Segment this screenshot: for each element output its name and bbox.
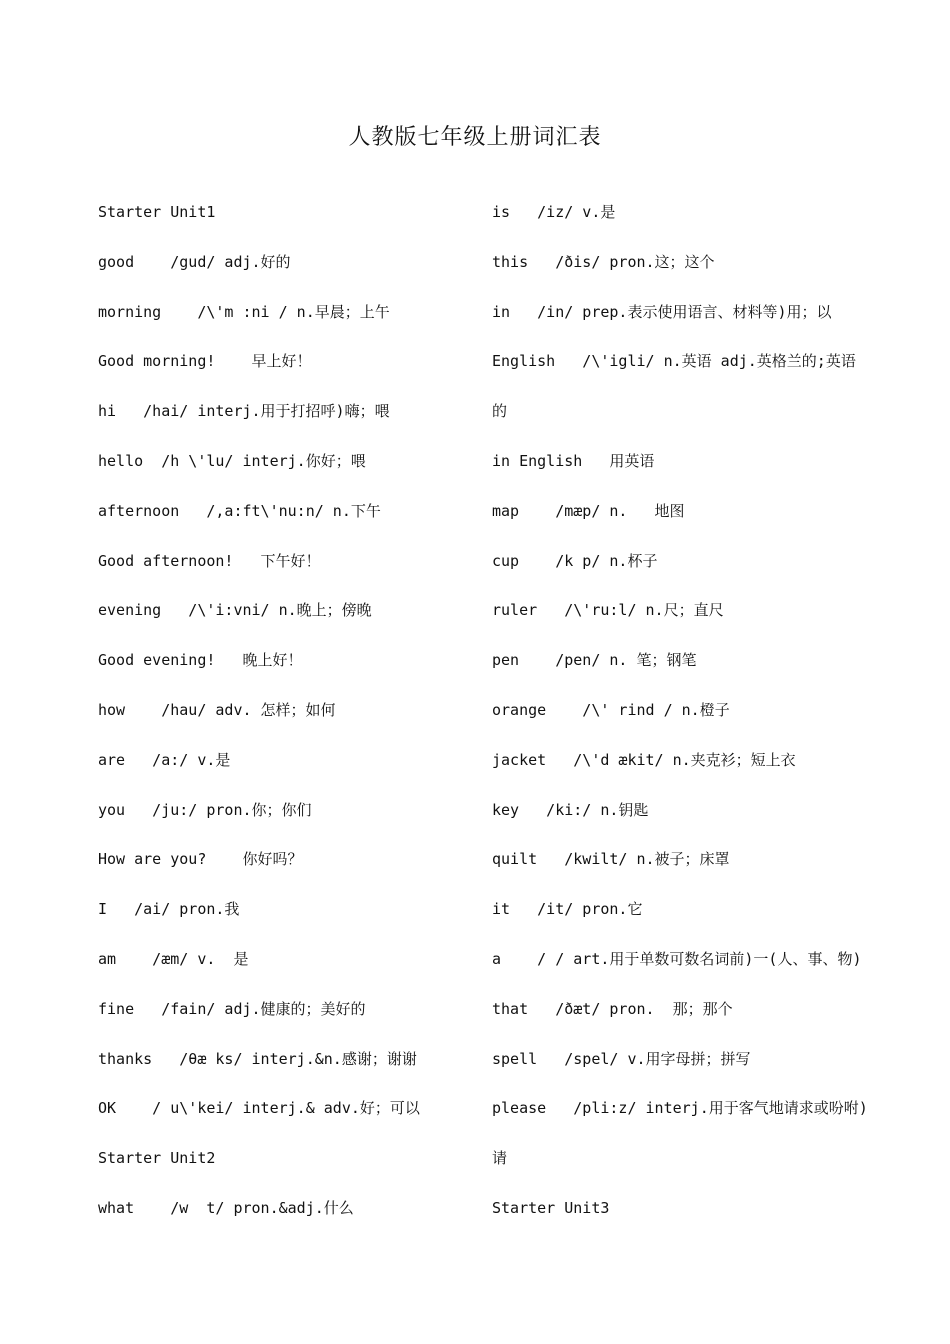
vocab-line: key /ki:/ n.钥匙 [492,800,649,819]
vocab-line: Starter Unit3 [492,1198,610,1217]
vocab-line: please /pli:z/ interj.用于客气地请求或吩咐) [492,1099,868,1118]
vocab-line: hi /hai/ interj.用于打招呼)嗨；喂 [98,402,390,421]
vocab-line: how /hau/ adv. 怎样；如何 [98,700,336,719]
vocab-line: quilt /kwilt/ n.被子；床罩 [492,850,730,869]
vocab-line: in English 用英语 [492,451,655,470]
vocab-line: it /it/ pron.它 [492,900,643,919]
vocab-line: good /gud/ adj.好的 [98,252,291,271]
vocab-line: this /ðis/ pron.这；这个 [492,252,715,271]
vocab-line: Good afternoon! 下午好！ [98,551,321,570]
vocab-line: pen /pen/ n. 笔；钢笔 [492,651,697,670]
vocab-line: 请 [492,1149,508,1168]
vocab-line: you /ju:/ pron.你；你们 [98,800,312,819]
vocab-line: English /\'igli/ n.英语 adj.英格兰的;英语 [492,352,856,371]
vocab-column-right [492,196,872,1242]
vocab-line: morning /\'m :ni / n.早晨；上午 [98,302,390,321]
vocab-line: hello /h \'lu/ interj.你好；喂 [98,451,366,470]
page-title: 人教版七年级上册词汇表 [348,125,602,150]
vocab-column-left [98,196,468,1242]
vocab-line: that /ðæt/ pron. 那；那个 [492,999,733,1018]
vocab-line: spell /spel/ v.用字母拼；拼写 [492,1049,751,1068]
vocab-line: what /w t/ pron.&adj.什么 [98,1198,354,1217]
vocab-line: I /ai/ pron.我 [98,900,240,919]
vocab-line: afternoon /,a:ft\'nu:n/ n.下午 [98,501,381,520]
vocab-line: OK / u\'kei/ interj.& adv.好；可以 [98,1099,420,1118]
vocab-line: a / / art.用于单数可数名词前)一(人、事、物) [492,949,862,968]
vocab-line: evening /\'i:vni/ n.晚上；傍晚 [98,601,372,620]
vocab-line: orange /\' rind / n.橙子 [492,700,730,719]
vocab-line: jacket /\'d ækit/ n.夹克衫；短上衣 [492,750,796,769]
vocab-line: map /mæp/ n. 地图 [492,501,685,520]
vocab-line: is /iz/ v.是 [492,203,616,221]
vocab-line: thanks /θæ ks/ interj.&n.感谢；谢谢 [98,1049,417,1068]
vocab-line: ruler /\'ru:l/ n.尺；直尺 [492,601,724,620]
vocab-line: Starter Unit1 [98,203,216,221]
vocab-line: Good morning! 早上好！ [98,352,312,371]
vocab-line: are /a:/ v.是 [98,750,231,769]
vocab-line: Starter Unit2 [98,1149,216,1168]
vocab-line: fine /fain/ adj.健康的；美好的 [98,999,366,1018]
vocab-line: How are you? 你好吗？ [98,850,303,869]
vocab-line: 的 [492,402,508,421]
vocab-line: in /in/ prep.表示使用语言、材料等)用；以 [492,302,832,321]
vocab-line: am /æm/ v. 是 [98,949,249,968]
vocab-line: cup /k p/ n.杯子 [492,551,658,570]
vocab-line: Good evening! 晚上好！ [98,651,303,670]
